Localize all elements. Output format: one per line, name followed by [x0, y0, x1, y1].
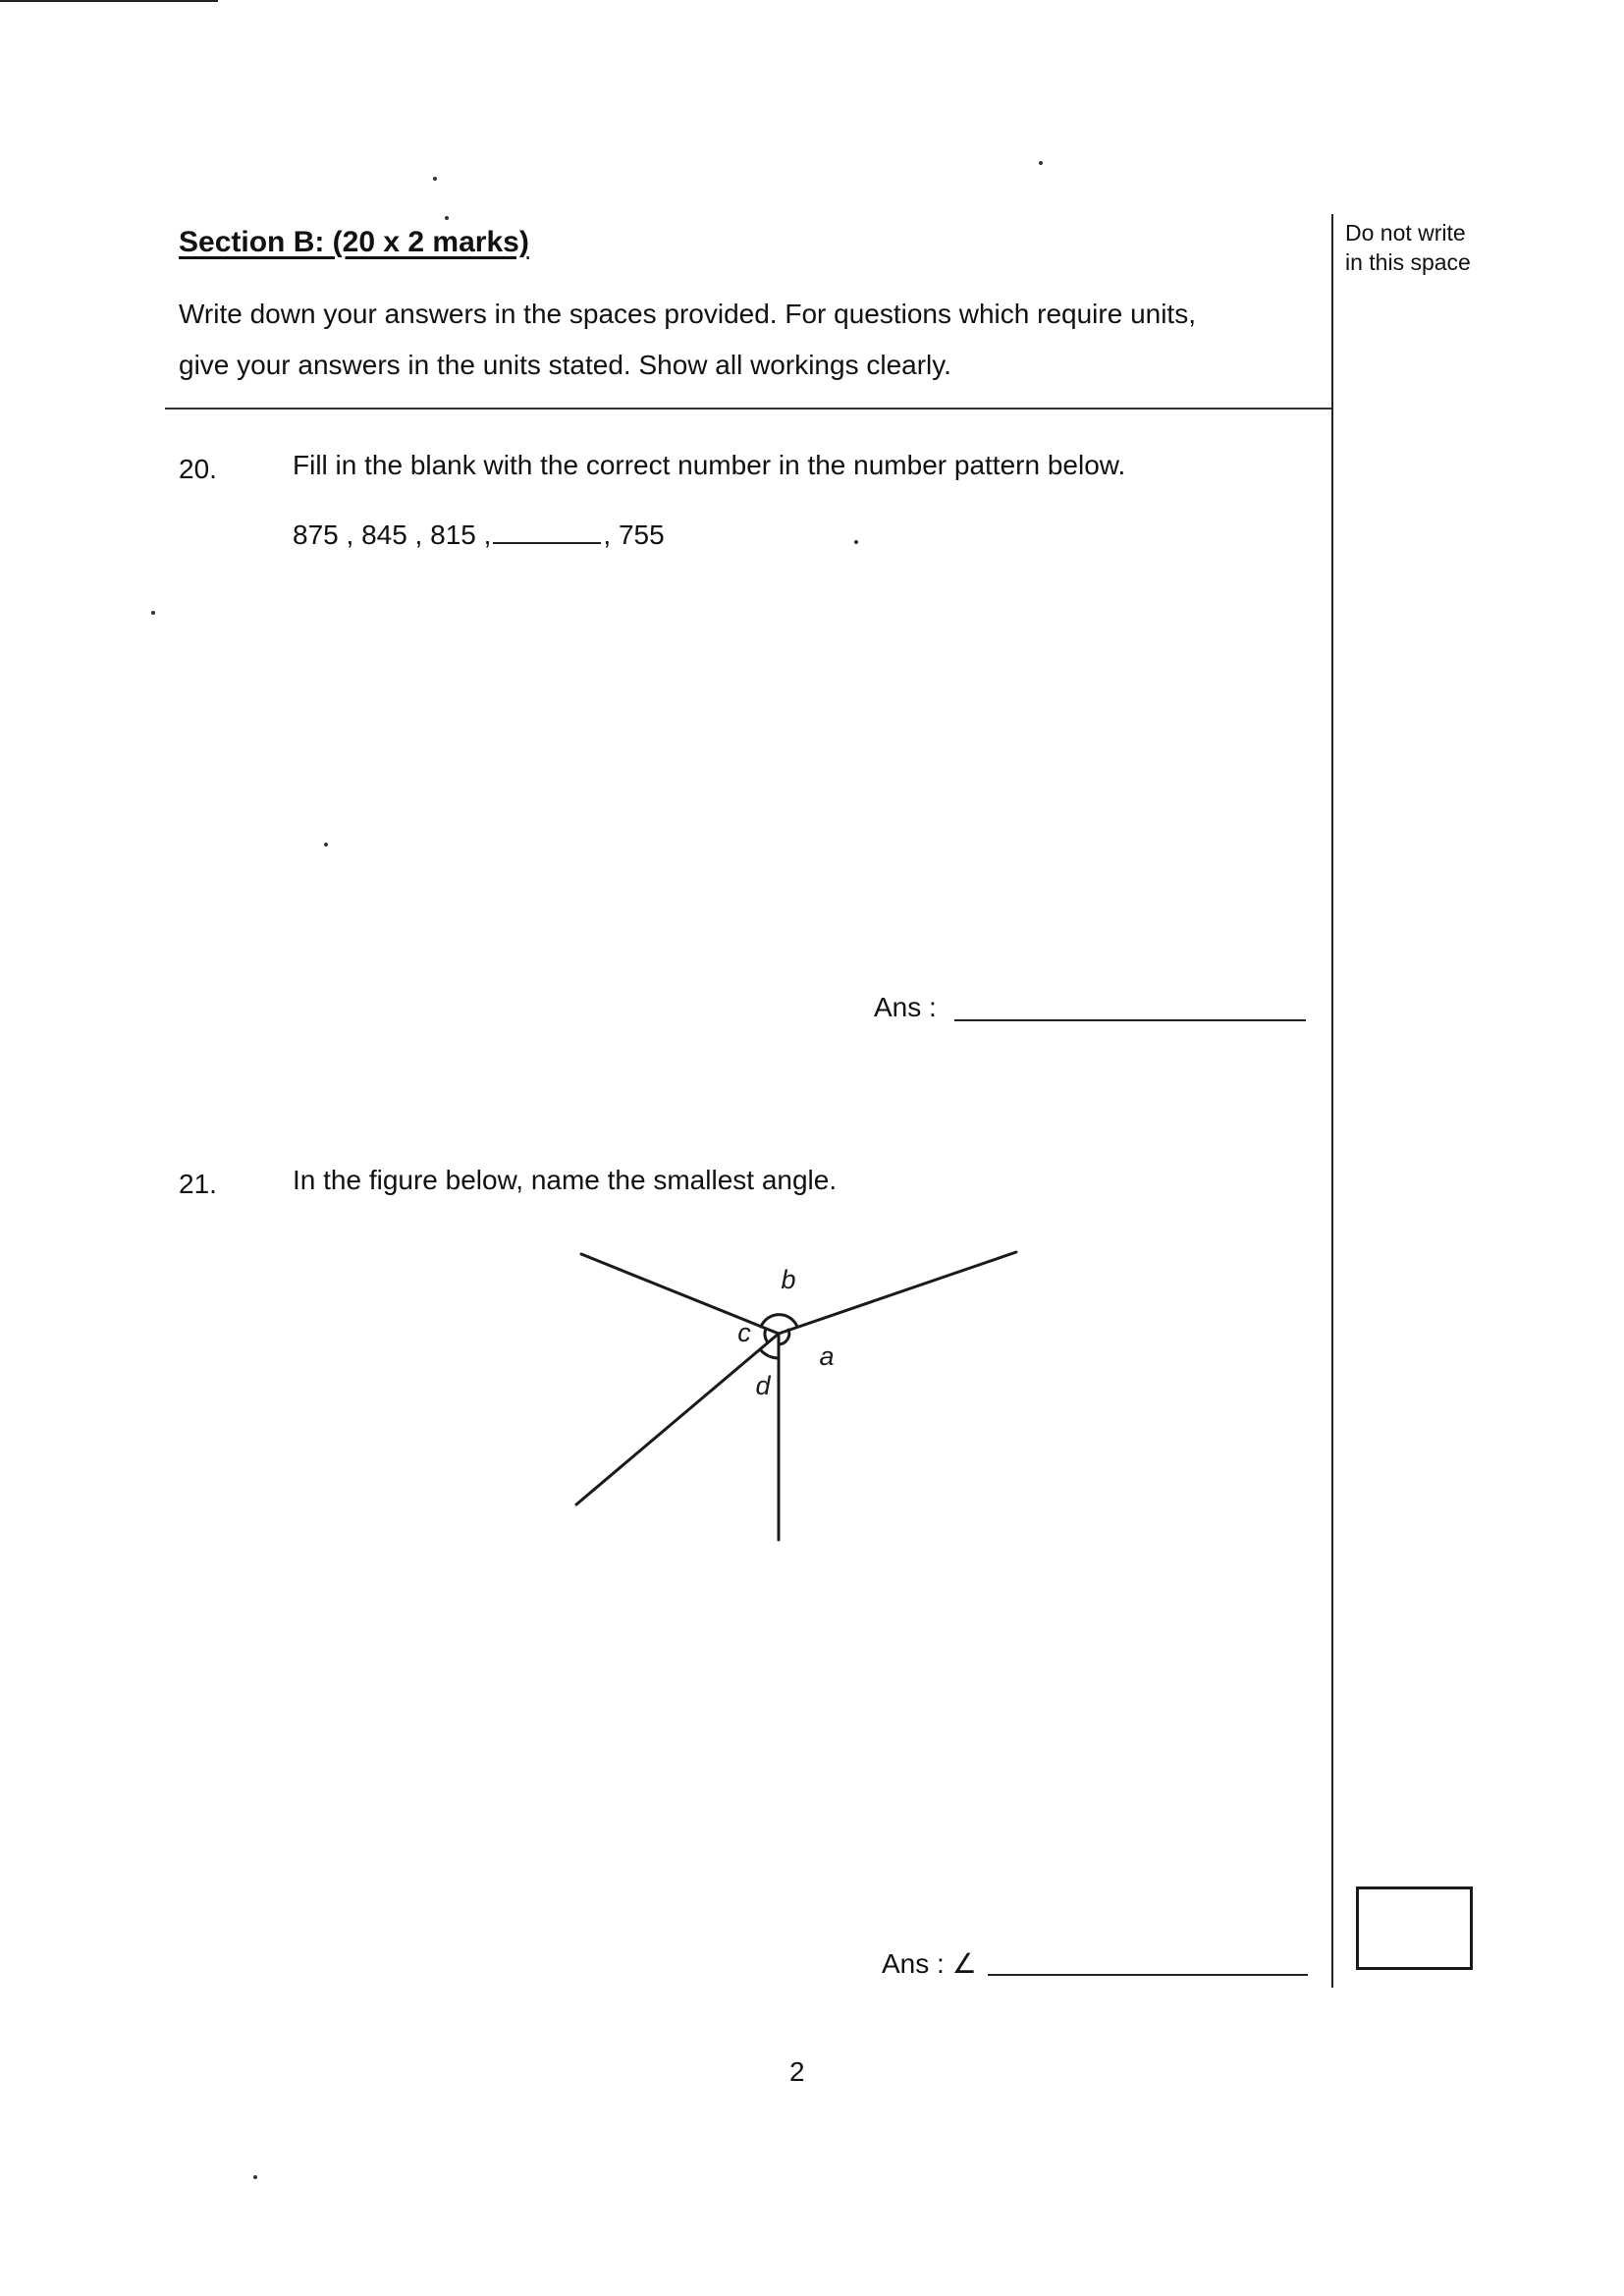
question-20-answer-line[interactable]	[954, 1019, 1306, 1021]
scan-speck	[253, 2175, 257, 2179]
scan-speck	[433, 177, 437, 181]
section-title: Section B: (20 x 2 marks)	[179, 226, 529, 258]
question-21-answer-line[interactable]	[988, 1974, 1308, 1976]
question-20-text: Fill in the blank with the correct number in the number pattern below.	[293, 450, 1126, 480]
pattern-term: 845	[361, 519, 407, 550]
pattern-term: 815	[430, 519, 476, 550]
ray-upper-right	[779, 1252, 1016, 1334]
scan-speck	[445, 216, 449, 220]
margin-note: Do not write in this space	[1345, 220, 1471, 275]
question-20-answer-label: Ans :	[874, 992, 937, 1022]
question-21-answer-label: Ans : ∠	[882, 1948, 977, 1979]
scan-speck	[1039, 161, 1043, 165]
pattern-blank[interactable]	[493, 519, 601, 544]
label-a: a	[819, 1341, 835, 1371]
number-pattern: 875 , 845 , 815 , , 755	[293, 519, 665, 550]
margin-divider	[1331, 214, 1333, 1988]
scan-speck	[151, 611, 155, 615]
section-instructions: Write down your answers in the spaces provided. For questions which require units, give your answers in the units stated. Show all workings clearly.	[179, 299, 1196, 380]
angle-d-arc	[760, 1349, 779, 1358]
label-d: d	[755, 1371, 771, 1400]
question-21-number: 21.	[179, 1169, 217, 1199]
label-c: c	[737, 1318, 751, 1347]
angle-figure	[550, 1228, 1041, 1561]
question-20-number: 20.	[179, 454, 217, 484]
marks-box	[1356, 1886, 1473, 1970]
pattern-term: 755	[618, 519, 665, 550]
label-b: b	[781, 1265, 796, 1294]
question-21-text: In the figure below, name the smallest angle.	[293, 1165, 838, 1195]
page-number: 2	[789, 2056, 805, 2087]
angle-b-arc	[761, 1315, 797, 1327]
pattern-term: 875	[293, 519, 339, 550]
scan-speck	[854, 540, 858, 544]
angle-c-arc	[765, 1329, 768, 1342]
section-divider	[165, 408, 1331, 410]
top-edge-rule	[0, 0, 218, 2]
scan-speck	[324, 843, 328, 847]
ray-lower-left	[576, 1334, 779, 1504]
